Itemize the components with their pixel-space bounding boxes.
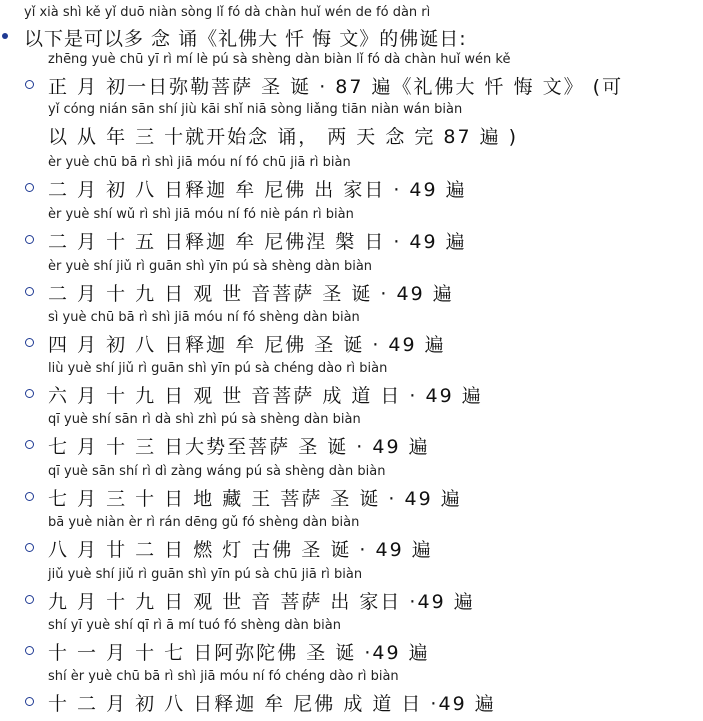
list-item xyxy=(24,52,703,156)
item-pinyin: shí yī yuè shí qī rì ā mí tuó fó shèng dàn biàn xyxy=(48,618,341,633)
item-text: 十 一 月 十 七 日阿弥陀佛 圣 诞 ·49 遍 xyxy=(48,642,430,664)
list-item xyxy=(24,361,703,413)
item-pinyin: jiǔ yuè shí jiǔ rì guān shì yīn pú sà chū jiā rì biàn xyxy=(48,567,363,582)
item-pinyin: liù yuè shí jiǔ rì guān shì yīn pú sà chéng dào rì biàn xyxy=(48,361,388,376)
list-item xyxy=(24,310,703,362)
list-item xyxy=(24,567,703,619)
circle-bullet-icon xyxy=(25,235,34,244)
item-pinyin: qī yuè sān shí rì dì zàng wáng pú sà shèng dàn biàn xyxy=(48,464,386,479)
item-pinyin: èr yuè chū bā rì shì jiā móu ní fó chū jiā rì biàn xyxy=(48,155,351,170)
header-title: 以下是可以多 念 诵《礼佛大 忏 悔 文》的佛诞日: xyxy=(24,28,467,50)
item-text: 七 月 三 十 日 地 藏 王 菩萨 圣 诞 · 49 遍 xyxy=(48,488,462,510)
item-pinyin: bā yuè niàn èr rì rán dēng gǔ fó shèng dàn biàn xyxy=(48,515,360,530)
circle-bullet-icon xyxy=(25,183,34,192)
item-pinyin-continued: yǐ cóng nián sān shí jiù kāi shǐ niā sòng liǎng tiān niàn wán biàn xyxy=(48,102,463,117)
item-pinyin: èr yuè shí jiǔ rì guān shì yīn pú sà shèng dàn biàn xyxy=(48,259,373,274)
item-text: 四 月 初 八 日释迦 牟 尼佛 圣 诞 · 49 遍 xyxy=(48,334,446,356)
header-pinyin: yǐ xià shì kě yǐ duō niàn sòng lǐ fó dà chàn huǐ wén de fó dàn rì xyxy=(24,5,431,20)
circle-bullet-icon xyxy=(25,389,34,398)
list-item xyxy=(24,412,703,464)
circle-bullet-icon xyxy=(25,287,34,296)
list-item xyxy=(24,155,703,207)
item-text-continued: 以 从 年 三 十就开始念 诵， 两 天 念 完 87 遍 ) xyxy=(48,126,519,148)
list-item xyxy=(24,207,703,259)
item-pinyin: zhēng yuè chū yī rì mí lè pú sà shèng dàn biàn lǐ fó dà chàn huǐ wén kě xyxy=(48,52,511,67)
item-text: 正 月 初一日弥勒菩萨 圣 诞 · 87 遍《礼佛大 忏 悔 文》 (可 xyxy=(48,76,624,98)
bullet-dot-icon xyxy=(2,33,8,39)
circle-bullet-icon xyxy=(25,80,34,89)
item-text: 七 月 十 三 日大势至菩萨 圣 诞 · 49 遍 xyxy=(48,436,430,458)
circle-bullet-icon xyxy=(25,697,34,706)
item-text: 二 月 十 五 日释迦 牟 尼佛涅 槃 日 · 49 遍 xyxy=(48,231,467,253)
list-item xyxy=(24,259,703,311)
circle-bullet-icon xyxy=(25,595,34,604)
circle-bullet-icon xyxy=(25,646,34,655)
list-item xyxy=(24,515,703,567)
item-text: 八 月 廿 二 日 燃 灯 古佛 圣 诞 · 49 遍 xyxy=(48,539,433,561)
circle-bullet-icon xyxy=(25,492,34,501)
item-text: 二 月 十 九 日 观 世 音菩萨 圣 诞 · 49 遍 xyxy=(48,283,454,305)
item-pinyin: èr yuè shí wǔ rì shì jiā móu ní fó niè pán rì biàn xyxy=(48,207,354,222)
circle-bullet-icon xyxy=(25,543,34,552)
circle-bullet-icon xyxy=(25,338,34,347)
item-pinyin: sì yuè chū bā rì shì jiā móu ní fó shèng dàn biàn xyxy=(48,310,360,325)
list-item xyxy=(24,669,703,721)
circle-bullet-icon xyxy=(25,440,34,449)
list-item xyxy=(24,464,703,516)
item-text: 六 月 十 九 日 观 世 音菩萨 成 道 日 · 49 遍 xyxy=(48,385,483,407)
item-pinyin: qī yuè shí sān rì dà shì zhì pú sà shèng dàn biàn xyxy=(48,412,361,427)
item-text: 九 月 十 九 日 观 世 音 菩萨 出 家日 ·49 遍 xyxy=(48,591,475,613)
list-item xyxy=(24,618,703,670)
item-text: 十 二 月 初 八 日释迦 牟 尼佛 成 道 日 ·49 遍 xyxy=(48,693,496,715)
item-text: 二 月 初 八 日释迦 牟 尼佛 出 家日 · 49 遍 xyxy=(48,179,467,201)
item-pinyin: shí èr yuè chū bā rì shì jiā móu ní fó chéng dào rì biàn xyxy=(48,669,399,684)
